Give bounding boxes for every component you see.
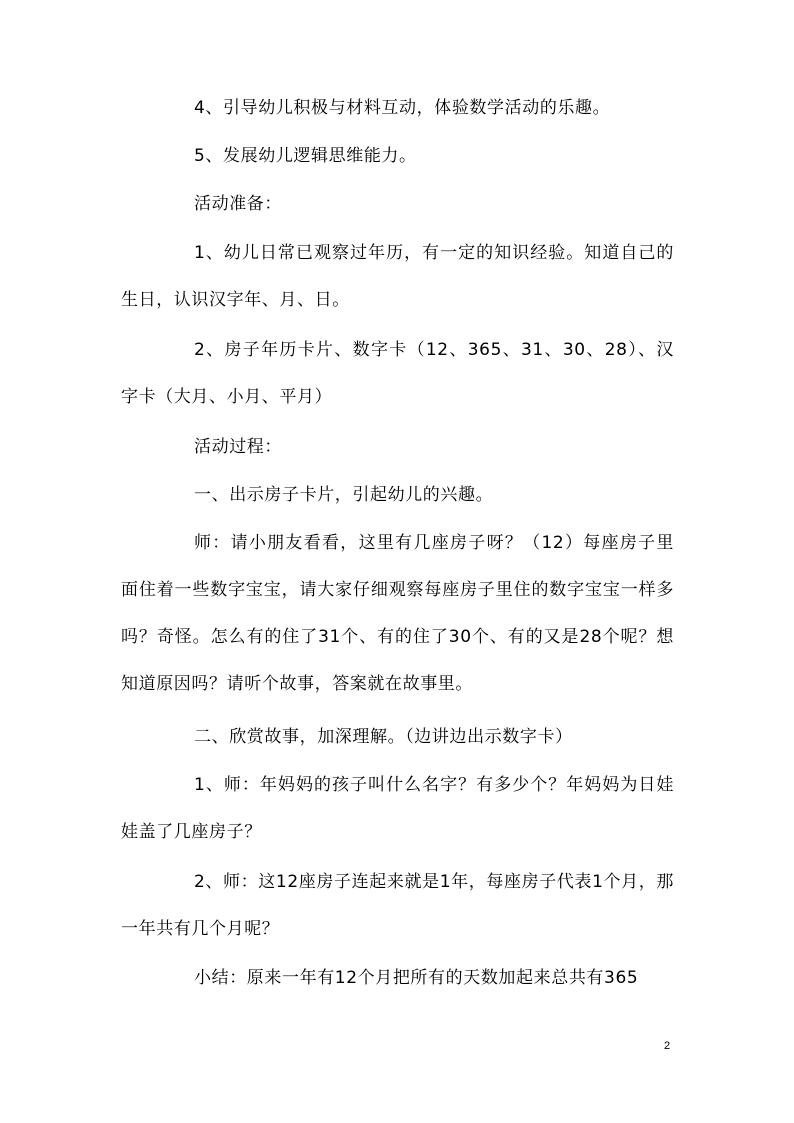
heading-activity-preparation: 活动准备： bbox=[194, 194, 282, 214]
page-number: 2 bbox=[664, 1040, 671, 1052]
paragraph-preparation-1: 1、幼儿日常已观察过年历，有一定的知识经验。知道自己的生日，认识汉字年、月、日。 bbox=[121, 243, 674, 310]
paragraph-question-2: 2、师：这12座房子连起来就是1年，每座房子代表1个月，那一年共有几个月呢？ bbox=[121, 872, 674, 939]
paragraph-teacher-question: 师：请小朋友看看，这里有几座房子呀？（12）每座房子里面住着一些数字宝宝，请大家仔细观察每座房子里住的数字宝宝一样多吗？奇怪。怎么有的住了31个、有的住了30个、有的又是28个呢？想知道原因吗？请听个故事，答案就在故事里。 bbox=[121, 533, 674, 694]
paragraph-objective-5: 5、发展幼儿逻辑思维能力。 bbox=[194, 146, 417, 166]
paragraph-question-1: 1、师：年妈妈的孩子叫什么名字？有多少个？年妈妈为日娃娃盖了几座房子？ bbox=[121, 775, 674, 842]
paragraph-objective-4: 4、引导幼儿积极与材料互动，体验数学活动的乐趣。 bbox=[194, 98, 611, 118]
heading-activity-process: 活动过程： bbox=[194, 437, 282, 457]
paragraph-step-2: 二、欣赏故事，加深理解。（边讲边出示数字卡） bbox=[194, 727, 573, 747]
paragraph-summary: 小结：原来一年有12个月把所有的天数加起来总共有365 bbox=[194, 968, 639, 988]
paragraph-preparation-2: 2、房子年历卡片、数字卡（12、365、31、30、28）、汉字卡（大月、小月、平月） bbox=[121, 340, 674, 407]
paragraph-step-1: 一、出示房子卡片，引起幼儿的兴趣。 bbox=[194, 485, 494, 505]
